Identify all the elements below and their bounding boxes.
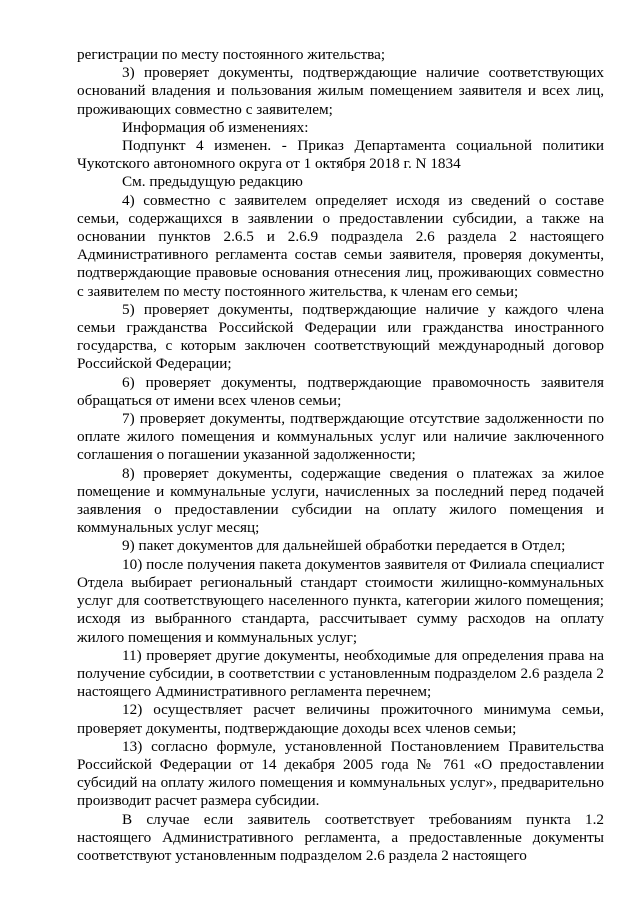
change-info-heading: Информация об изменениях: [122, 118, 309, 136]
change-info-text: Подпункт 4 изменен. - Приказ Департамента социальной политики Чукотского автономного округа от 1 октября 2018 г. N 1834 [77, 137, 604, 173]
paragraph-item-4: 4) совместно с заявителем определяет исходя из сведений о составе семьи, содержащихся в заявлении о предоставлении субсидии, а также на основании пунктов 2.6.5 и 2.6.9 подраздела 2.6 раздела 2 настоящего Административного регламента состав семьи заявителя, проверяя документы, подтверждающие правовые основания отнесения лиц, проживающих совместно с заявителем по месту постоянного жительства, к членам его семьи; [77, 191, 604, 300]
document-body [77, 46, 604, 865]
paragraph-item-7: 7) проверяет документы, подтверждающие отсутствие задолженности по оплате жилого помещения и коммунальных услуг или наличие заключенного соглашения о погашении указанной задолженности; [77, 410, 604, 464]
paragraph-conclusion: В случае если заявитель соответствует требованиям пункта 1.2 настоящего Административного регламента, а предоставленные документы соответствуют установленным подразделом 2.6 раздела 2 настоящего [77, 810, 604, 864]
paragraph-item-12: 12) осуществляет расчет величины прожиточного минимума семьи, проверяет документы, подтверждающие доходы всех членов семьи; [77, 701, 604, 737]
paragraph-item-8: 8) проверяет документы, содержащие сведения о платежах за жилое помещение и коммунальные услуги, начисленных за последний перед подачей заявления о предоставлении субсидии на оплату жилого помещения и коммунальных услуг месяц; [77, 464, 604, 537]
paragraph-registration-end: регистрации по месту постоянного жительства; [77, 46, 386, 63]
paragraph-item-13: 13) согласно формуле, установленной Постановлением Правительства Российской Федерации от 14 декабря 2005 года № 761 «О предоставлении субсидий на оплату жилого помещения и коммунальных услуг», предварительно производит расчет размера субсидии. [77, 737, 604, 810]
previous-edition-link[interactable]: См. предыдущую редакцию [122, 173, 303, 191]
paragraph-item-3: 3) проверяет документы, подтверждающие наличие соответствующих оснований владения и пользования жилым помещением заявителя и всех лиц, проживающих совместно с заявителем; [77, 64, 604, 118]
paragraph-item-11: 11) проверяет другие документы, необходимые для определения права на получение субсидии, в соответствии с установленным подразделом 2.6 раздела 2 настоящего Административного регламента перечнем; [77, 646, 604, 701]
paragraph-item-9: 9) пакет документов для дальнейшей обработки передается в Отдел; [122, 537, 566, 555]
paragraph-item-10: 10) после получения пакета документов заявителя от Филиала специалист Отдела выбирает региональный стандарт стоимости жилищно-коммунальных услуг для соответствующего населенного пункта, категории жилого помещения; исходя из выбранного стандарта, рассчитывает сумму расходов на оплату жилого помещения и коммунальных услуг; [77, 555, 604, 646]
paragraph-item-6: 6) проверяет документы, подтверждающие правомочность заявителя обращаться от имени всех членов семьи; [77, 373, 604, 409]
paragraph-item-5: 5) проверяет документы, подтверждающие наличие у каждого члена семьи гражданства Российской Федерации или гражданства иностранного государства, с которым заключен соответствующий международный договор Российской Федерации; [77, 300, 604, 373]
